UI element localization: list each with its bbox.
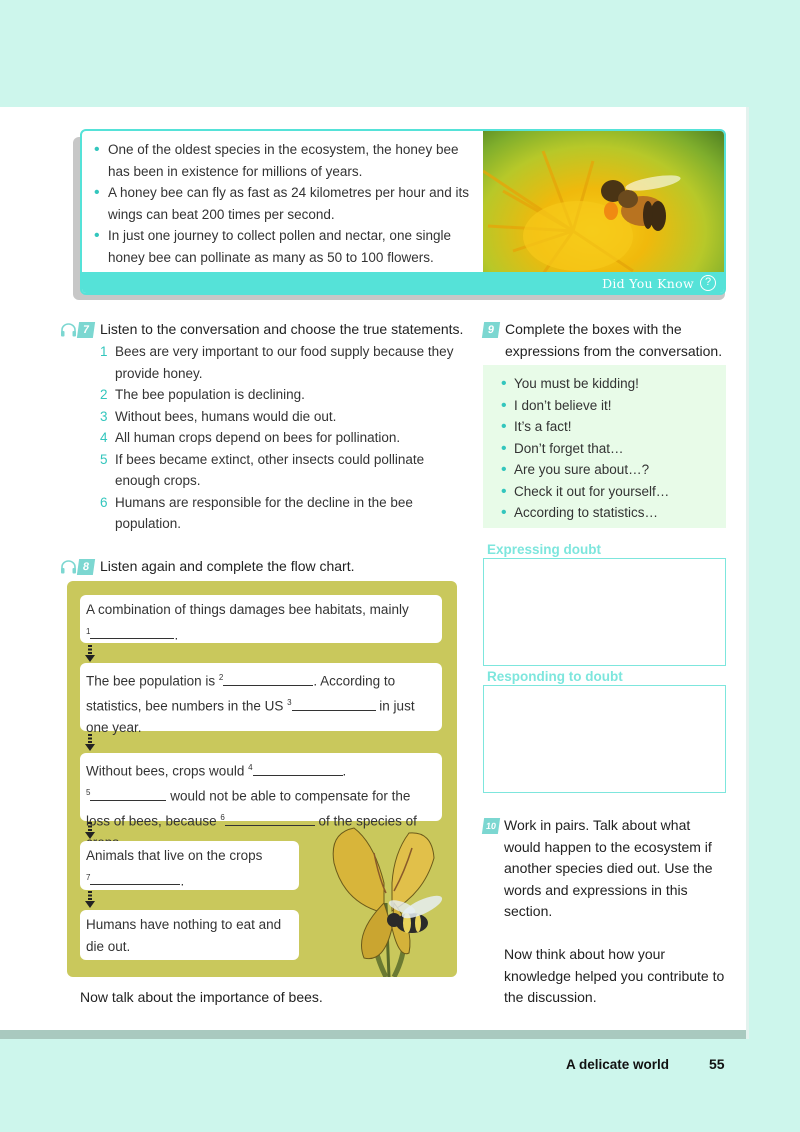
statement-number: 5 <box>100 451 108 467</box>
answer-gap[interactable] <box>253 762 343 776</box>
headphones-icon[interactable] <box>60 560 77 574</box>
flow-box-3 <box>80 753 442 829</box>
gap-number: 3 <box>287 698 292 707</box>
statement-item[interactable] <box>100 406 460 428</box>
expression-item[interactable]: • According to statistics… <box>501 502 726 524</box>
statement-number: 3 <box>100 408 108 424</box>
answer-gap[interactable] <box>223 672 313 686</box>
statement-item[interactable] <box>100 492 460 535</box>
flow-text: of the species of <box>318 813 417 829</box>
arrow-down-icon <box>85 734 95 751</box>
gap-number: 1 <box>86 626 91 636</box>
expression-item[interactable]: • Don’t forget that… <box>501 438 726 460</box>
did-you-know-title: Did You Know <box>602 276 694 291</box>
gap-number: 2 <box>218 673 224 682</box>
fact-item: • One of the oldest species in the ecosystem, the honey bee has been in existence for millions of years. <box>94 139 474 182</box>
expression-item[interactable]: • I don’t believe it! <box>501 395 726 417</box>
statement-number: 2 <box>100 387 108 402</box>
expressions-list <box>483 365 726 524</box>
statement-number: 4 <box>100 430 108 445</box>
gap-number: 6 <box>220 813 225 822</box>
exercise-number-badge: 7 <box>77 322 95 338</box>
statements-list <box>100 341 460 535</box>
page-bottom-shadow <box>0 1030 746 1039</box>
exercise-8-instruction: Listen again and complete the flow chart. <box>100 558 355 574</box>
exercise-10-reflection: Now think about how your knowledge helped you contribute to the discussion. <box>504 946 725 1005</box>
statement-text: All human crops depend on bees for pollination. <box>115 430 401 445</box>
flow-text: in just one year. <box>86 698 415 735</box>
exercise-number-badge: 10 <box>482 818 500 834</box>
expressing-doubt-label: Expressing doubt <box>487 542 602 557</box>
exercise-8-heading <box>60 556 355 578</box>
flow-text: . According to statistics, bee numbers in the US <box>86 673 396 714</box>
statement-item[interactable] <box>100 449 460 492</box>
bee-on-flower-image <box>483 131 726 274</box>
fact-item: • A honey bee can fly as fast as 24 kilometres per hour and its wings can beat 200 times per second. <box>94 182 474 225</box>
answer-gap[interactable] <box>292 697 376 711</box>
flow-box-5 <box>80 910 299 960</box>
page-right-shadow <box>746 107 749 1039</box>
expression-item[interactable]: • Check it out for yourself… <box>501 481 726 503</box>
expressing-doubt-box[interactable] <box>483 558 726 666</box>
flow-text: . <box>342 763 347 779</box>
answer-gap[interactable] <box>90 871 180 885</box>
exercise-number-badge: 8 <box>77 559 95 575</box>
exercise-10-instruction: Work in pairs. Talk about what would happen to the ecosystem if another species died out. Use the words and expressions in this section. <box>504 817 713 919</box>
flow-box-2 <box>80 663 442 735</box>
expressions-box <box>483 365 726 528</box>
statement-item[interactable] <box>100 427 460 449</box>
did-you-know-box <box>80 129 726 295</box>
question-circle-icon: ? <box>700 275 716 291</box>
responding-to-doubt-label: Responding to doubt <box>487 669 623 684</box>
page-number: 55 <box>709 1056 725 1072</box>
headphones-icon[interactable] <box>60 323 77 337</box>
unit-title: A delicate world <box>566 1057 670 1072</box>
gap-number: 4 <box>248 763 253 772</box>
statement-item[interactable] <box>100 384 460 406</box>
talk-note: Now talk about the importance of bees. <box>80 989 323 1005</box>
exercise-10-heading <box>483 815 505 834</box>
flow-chart <box>67 581 457 977</box>
flow-text: Animals that live on the crops <box>86 848 263 863</box>
gap-number: 5 <box>86 788 91 797</box>
answer-gap[interactable] <box>90 625 174 639</box>
expression-item[interactable]: • You must be kidding! <box>501 373 726 395</box>
expression-item[interactable]: • Are you sure about…? <box>501 459 726 481</box>
exercise-10-text <box>504 815 729 1009</box>
flow-text: would not be able to compensate for the loss of bees, because <box>86 788 411 829</box>
flow-text: . <box>174 627 179 642</box>
exercise-number-badge: 9 <box>482 322 500 338</box>
statement-text: Humans are responsible for the decline in the bee population. <box>115 494 413 531</box>
statement-text: Without bees, humans would die out. <box>115 408 337 424</box>
statement-text: The bee population is declining. <box>115 387 305 402</box>
statement-text: Bees are very important to our food supply because they provide honey. <box>115 344 454 381</box>
exercise-7-instruction: Listen to the conversation and choose the true statements. <box>100 321 464 337</box>
arrow-down-icon <box>85 891 95 908</box>
responding-to-doubt-box[interactable] <box>483 685 726 793</box>
exercise-9-instruction: Complete the boxes with the expressions from the conversation. <box>505 321 723 359</box>
fact-item: • In just one journey to collect pollen and nectar, one single honey bee can pollinate as many as 50 to 100 flowers. <box>94 225 474 268</box>
exercise-9-heading <box>483 319 728 362</box>
iris-and-bumblebee-illustration <box>314 823 454 977</box>
arrow-down-icon <box>85 645 95 662</box>
flow-text: Without bees, crops would <box>86 763 249 779</box>
arrow-down-icon <box>85 822 95 839</box>
statement-text: If bees became extinct, other insects could pollinate enough crops. <box>115 451 425 488</box>
flow-box-4 <box>80 841 299 890</box>
exercise-7-heading <box>60 319 463 341</box>
flow-text: Humans have nothing to eat and die out. <box>86 917 282 954</box>
flow-text: . <box>180 873 185 888</box>
answer-gap[interactable] <box>90 787 166 801</box>
flow-text: The bee population is <box>86 673 219 689</box>
gap-number: 7 <box>86 872 91 882</box>
answer-gap[interactable] <box>225 812 315 826</box>
expression-item[interactable]: • It’s a fact! <box>501 416 726 438</box>
flow-box-1 <box>80 595 442 643</box>
facts-list <box>94 139 474 268</box>
statement-item[interactable] <box>100 341 460 384</box>
statement-number: 1 <box>100 344 108 359</box>
honey-bee-photo <box>483 131 726 274</box>
did-you-know-bar <box>82 272 724 293</box>
statement-number: 6 <box>100 494 108 510</box>
flow-text: A combination of things damages bee habitats, mainly <box>86 602 409 617</box>
